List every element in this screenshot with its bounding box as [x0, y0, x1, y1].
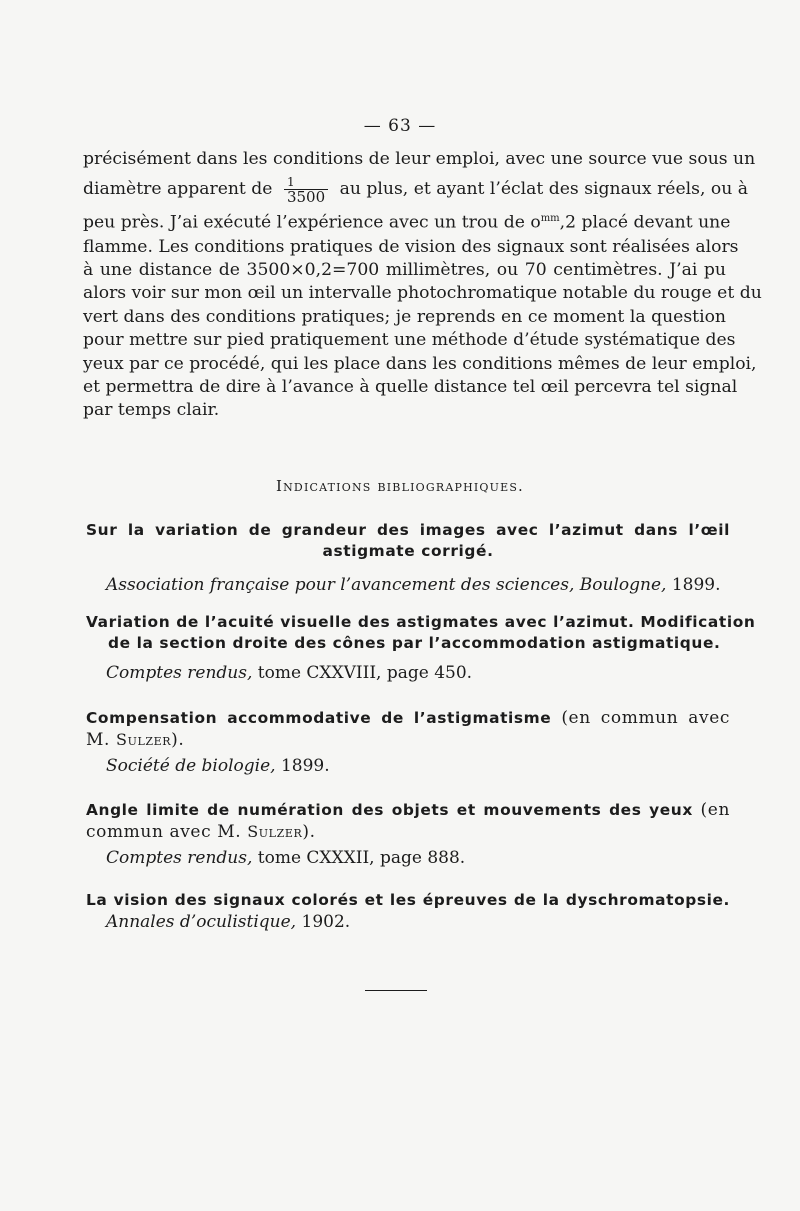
- entry-publication: [86, 662, 730, 685]
- unit-superscript: mm: [540, 213, 560, 225]
- entry-coauthor-name: Sulzer: [247, 822, 303, 841]
- entry-coauthor-suffix: ).: [171, 730, 185, 750]
- body-line: par temps clair.: [83, 400, 220, 421]
- entry-title-text: Compensation accommodative de l’astigmatisme: [86, 709, 552, 727]
- entry-title-tail: (en commun avec: [561, 708, 730, 728]
- bibliography-entry: [86, 800, 730, 870]
- entry-title-line: Variation de l’acuité visuelle des astigmates avec l’azimut. Modification: [86, 613, 756, 631]
- entry-title: [86, 800, 730, 843]
- fraction-denominator: 3500: [286, 188, 326, 207]
- publication-year: 1902.: [301, 912, 351, 932]
- body-line: à une distance de 3500×0,2=700 millimètres, ou 70 centimètres. J’ai pu: [83, 259, 726, 280]
- entry-coauthor-name: Sulzer: [116, 730, 172, 749]
- entry-coauthor-prefix: M.: [86, 730, 111, 750]
- entry-title: [86, 708, 730, 751]
- entry-title-line: La vision des signaux colorés et les épreuves de la dyschromatopsie.: [86, 891, 730, 909]
- entry-title-text: Angle limite de numération des objets et mouvements des yeux: [86, 801, 693, 819]
- entry-publication: [86, 574, 730, 597]
- body-line-part: peu près. J’ai exécuté l’expérience avec un trou de o: [83, 213, 541, 234]
- publication-source: Comptes rendus,: [106, 663, 253, 683]
- entry-title-line: de la section droite des cônes par l’accommodation astigmatique.: [108, 634, 721, 652]
- body-paragraph: [83, 148, 762, 423]
- entry-publication: [86, 755, 730, 778]
- body-line: alors voir sur mon œil un intervalle photochromatique notable du rouge et du: [83, 283, 762, 304]
- entry-title-line: [86, 708, 730, 729]
- publication-source: Comptes rendus,: [106, 848, 253, 868]
- body-line-with-fraction: [83, 171, 749, 207]
- entry-coauthor-prefix: commun avec M.: [86, 822, 242, 842]
- body-line: flamme. Les conditions pratiques de vision des signaux sont réalisées alors: [83, 236, 739, 257]
- body-line: pour mettre sur pied pratiquement une méthode d’étude systématique des: [83, 330, 736, 351]
- bibliography-entry: [86, 890, 730, 934]
- entry-title-line: [86, 821, 730, 843]
- body-line: et permettra de dire à l’avance à quelle distance tel œil percevra tel signal: [83, 376, 738, 397]
- bibliography-entry: [86, 612, 756, 685]
- entry-coauthor-suffix: ).: [302, 822, 316, 842]
- page-number: — 63 —: [363, 116, 437, 136]
- entry-title-line: [86, 729, 730, 751]
- fraction: [284, 175, 328, 207]
- entry-title: [86, 520, 730, 562]
- publication-detail: tome CXXVIII, page 450.: [257, 663, 473, 683]
- publication-source: Annales d’oculistique,: [106, 912, 297, 932]
- entry-publication: [86, 911, 730, 934]
- fraction-numerator: 1: [284, 175, 328, 190]
- body-line: précisément dans les conditions de leur emploi, avec une source vue sous un: [83, 149, 756, 169]
- entry-title-line: [86, 800, 730, 821]
- publication-year: 1899.: [671, 575, 721, 595]
- body-line: vert dans des conditions pratiques; je reprends en ce moment la question: [83, 306, 726, 327]
- bibliography-entry: [86, 520, 730, 597]
- entry-title: [86, 890, 730, 911]
- publication-source: Association française pour l’avancement des sciences, Boulogne,: [106, 575, 667, 595]
- entry-title-tail: (en: [700, 800, 730, 820]
- closing-rule: [365, 990, 427, 991]
- body-line-part: au plus, et ayant l’éclat des signaux réels, ou à: [339, 179, 749, 200]
- publication-detail: tome CXXXII, page 888.: [257, 848, 466, 868]
- entry-title: [86, 612, 756, 654]
- entry-title-line: astigmate corrigé.: [322, 542, 494, 560]
- bibliography-entry: [86, 708, 730, 778]
- body-line-part: ,2 placé devant une: [559, 213, 731, 234]
- publication-year: 1899.: [280, 756, 330, 776]
- entry-title-line: Sur la variation de grandeur des images avec l’azimut dans l’œil: [86, 521, 730, 539]
- body-line-part: diamètre apparent de: [83, 179, 273, 200]
- entry-publication: [86, 847, 730, 870]
- body-line: yeux par ce procédé, qui les place dans les conditions mêmes de leur emploi,: [83, 353, 757, 374]
- body-line: [83, 207, 731, 235]
- section-heading: Indications bibliographiques.: [275, 477, 525, 495]
- publication-source: Société de biologie,: [106, 756, 276, 776]
